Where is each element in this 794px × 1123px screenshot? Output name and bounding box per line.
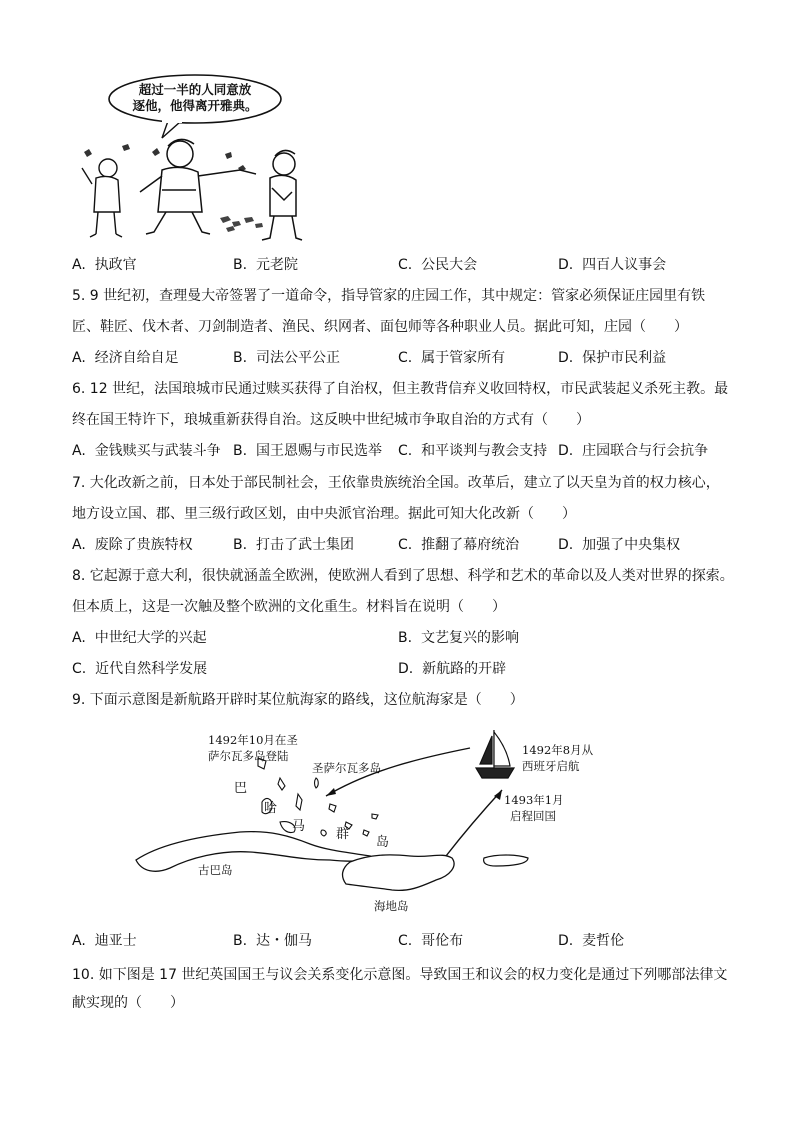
option-text: 打击了武士集团 <box>255 537 354 553</box>
q5-option-b[interactable] <box>233 349 340 367</box>
option-letter: A. <box>72 933 86 949</box>
option-letter: C. <box>398 537 413 553</box>
haiti-label: 海地岛 <box>374 899 409 913</box>
columbus-route-map-drawing <box>130 718 594 918</box>
option-text: 金钱赎买与武装斗争 <box>94 443 221 459</box>
q5-option-a[interactable] <box>72 349 179 367</box>
option-letter: C. <box>398 443 413 459</box>
outbound-arrowhead <box>326 788 336 796</box>
option-text: 新航路的开辟 <box>422 661 507 677</box>
option-text: 庄园联合与行会抗争 <box>582 443 709 459</box>
q7-stem-line-2: 地方设立国、郡、里三级行政区划，由中央派官治理。据此可知大化改新（ ） <box>72 506 576 522</box>
option-letter: A. <box>72 257 86 273</box>
option-text: 中世纪大学的兴起 <box>94 630 207 646</box>
q7-option-b[interactable] <box>233 536 354 554</box>
q8-option-b[interactable] <box>398 629 519 647</box>
option-letter: D. <box>558 257 574 273</box>
q9-option-b[interactable] <box>233 932 312 950</box>
option-text: 文艺复兴的影响 <box>420 630 519 646</box>
q5-option-c[interactable] <box>398 349 505 367</box>
option-letter: D. <box>558 443 574 459</box>
q9-stem-line-1: 9. 下面示意图是新航路开辟时某位航海家的路线，这位航海家是（ ） <box>72 692 524 708</box>
option-letter: A. <box>72 630 86 646</box>
cuba-island-shape <box>136 832 370 872</box>
option-text: 推翻了幕府统治 <box>421 537 520 553</box>
return-note-line-1: 1493年1月 <box>504 793 564 807</box>
q6-stem-line-2: 终在国王特许下，琅城重新获得自治。这反映中世纪城市争取自治的方式有（ ） <box>72 412 590 428</box>
q6-option-b[interactable] <box>233 442 382 460</box>
q8-option-d[interactable] <box>398 660 506 678</box>
haiti-island-shape <box>343 855 455 891</box>
option-text: 经济自给自足 <box>94 350 179 366</box>
q7-option-c[interactable] <box>398 536 519 554</box>
q5-option-d[interactable] <box>558 349 666 367</box>
option-text: 废除了贵族特权 <box>94 537 193 553</box>
option-text: 麦哲伦 <box>582 933 625 949</box>
option-letter: A. <box>72 350 86 366</box>
option-letter: D. <box>398 661 414 677</box>
q4-option-d[interactable] <box>558 256 666 274</box>
q7-option-d[interactable] <box>558 536 680 554</box>
option-letter: B. <box>398 630 413 646</box>
depart-note-line-2: 西班牙启航 <box>522 759 580 773</box>
option-letter: B. <box>233 537 248 553</box>
depart-note-line-1: 1492年8月从 <box>522 743 594 757</box>
option-letter: C. <box>398 350 413 366</box>
speech-line-2: 逐他，他得离开雅典。 <box>132 98 258 113</box>
option-text: 哥伦布 <box>421 933 464 949</box>
option-text: 达・伽马 <box>255 933 312 949</box>
san-salvador-label: 圣萨尔瓦多岛 <box>312 761 381 775</box>
option-letter: C. <box>398 257 413 273</box>
q7-stem-line-1: 7. 大化改新之前，日本处于部民制社会，王依靠贵族统治全国。改革后，建立了以天皇为首的权力核心， <box>72 475 720 491</box>
option-text: 迪亚士 <box>94 933 137 949</box>
q4-option-b[interactable] <box>233 256 298 274</box>
landing-note-line-1: 1492年10月在圣 <box>208 733 298 747</box>
option-text: 司法公平公正 <box>255 350 340 366</box>
q7-option-a[interactable] <box>72 536 193 554</box>
option-letter: D. <box>558 933 574 949</box>
ostracism-cartoon-drawing <box>70 72 300 248</box>
option-letter: C. <box>398 933 413 949</box>
option-text: 国王恩赐与市民选举 <box>255 443 382 459</box>
option-letter: B. <box>233 350 248 366</box>
q10-stem-line-2: 献实现的（ ） <box>72 995 184 1011</box>
cuba-label: 古巴岛 <box>198 863 233 877</box>
option-letter: A. <box>72 537 86 553</box>
q5-stem-line-1: 5. 9 世纪初，查理曼大帝签署了一道命令，指导管家的庄园工作，其中规定：管家必须保证庄园里有铁 <box>72 288 706 304</box>
option-text: 保护市民利益 <box>582 350 667 366</box>
q5-stem-line-2: 匠、鞋匠、伐木者、刀剑制造者、渔民、织网者、面包师等各种职业人员。据此可知，庄园（ ） <box>72 319 688 335</box>
option-text: 四百人议事会 <box>582 257 667 273</box>
q6-option-c[interactable] <box>398 442 547 460</box>
option-text: 属于管家所有 <box>421 350 506 366</box>
ship-icon <box>476 730 514 778</box>
landing-note-line-2: 萨尔瓦多岛登陆 <box>208 749 289 763</box>
puerto-rico-shape <box>484 855 528 866</box>
option-text: 执政官 <box>94 257 137 273</box>
ostracism-cartoon <box>70 72 300 248</box>
option-text: 近代自然科学发展 <box>95 661 208 677</box>
bahamas-char-2: 哈 <box>264 801 278 816</box>
option-letter: B. <box>233 933 248 949</box>
option-text: 元老院 <box>255 257 298 273</box>
bahamas-char-1: 巴 <box>234 781 248 796</box>
inbound-route <box>446 790 502 856</box>
q6-stem-line-1: 6. 12 世纪，法国琅城市民通过赎买获得了自治权，但主教背信弃义收回特权，市民武装起义杀死主教。最 <box>72 381 729 397</box>
q4-option-a[interactable] <box>72 256 137 274</box>
q8-option-c[interactable] <box>72 660 207 678</box>
q6-option-d[interactable] <box>558 442 708 460</box>
speech-line-1: 超过一半的人同意放 <box>138 82 252 97</box>
option-letter: B. <box>233 257 248 273</box>
q6-option-a[interactable] <box>72 442 221 460</box>
bahamas-char-3: 马 <box>292 819 306 834</box>
option-letter: A. <box>72 443 86 459</box>
q4-option-c[interactable] <box>398 256 477 274</box>
bahamas-char-5: 岛 <box>376 835 390 850</box>
option-letter: B. <box>233 443 248 459</box>
q9-option-d[interactable] <box>558 932 624 950</box>
option-text: 公民大会 <box>421 257 478 273</box>
option-text: 和平谈判与教会支持 <box>421 443 548 459</box>
q8-stem-line-1: 8. 它起源于意大利，很快就涵盖全欧洲，使欧洲人看到了思想、科学和艺术的革命以及人类对世界的探索。 <box>72 568 734 584</box>
option-letter: C. <box>72 661 87 677</box>
q8-stem-line-2: 但本质上，这是一次触及整个欧洲的文化重生。材料旨在说明（ ） <box>72 599 506 615</box>
option-letter: D. <box>558 350 574 366</box>
option-text: 加强了中央集权 <box>582 537 681 553</box>
q9-option-c[interactable] <box>398 932 463 950</box>
q10-stem-line-1: 10. 如下图是 17 世纪英国国王与议会关系变化示意图。导致国王和议会的权力变化是通过下列哪部法律文 <box>72 967 728 983</box>
columbus-route-map <box>130 718 594 918</box>
bahamas-char-4: 群 <box>336 827 350 842</box>
return-note-line-2: 启程回国 <box>510 809 556 823</box>
q8-option-a[interactable] <box>72 629 207 647</box>
q9-option-a[interactable] <box>72 932 137 950</box>
option-letter: D. <box>558 537 574 553</box>
